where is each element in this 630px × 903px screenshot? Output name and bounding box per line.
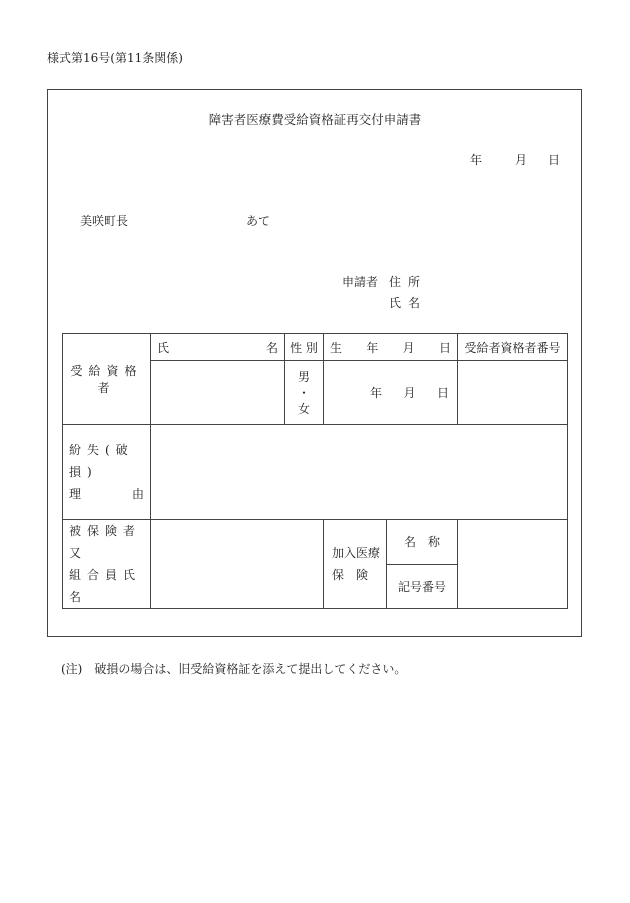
applicant-name-label: 氏名 (389, 296, 428, 310)
birth-month: 月 (403, 386, 416, 400)
reason-label-line1: 紛失(破損) (69, 443, 134, 479)
date-line (470, 154, 560, 166)
sex-male: 男 (297, 369, 310, 384)
date-month: 月 (515, 153, 528, 167)
insured-name-cell[interactable] (151, 520, 324, 609)
addressee-name: 美咲町長 (80, 214, 129, 228)
birth-header-month: 月 (402, 340, 415, 355)
addressee-suffix: あて (246, 214, 271, 228)
birth-header-year: 年 (366, 340, 379, 355)
name-column-header (151, 334, 285, 361)
insurance-label-line1: 加入医療 (332, 546, 381, 560)
insurance-label (324, 520, 387, 609)
insured-label-line2: 組合員氏名 (69, 568, 142, 604)
birthdate-column-header (324, 334, 458, 361)
date-year: 年 (470, 153, 483, 167)
date-day: 日 (548, 153, 561, 167)
birth-header-label: 生 (330, 340, 343, 355)
reason-label-ri: 理 (69, 487, 82, 501)
form-number-label: 様式第16号(第11条関係) (47, 51, 183, 65)
birth-day: 日 (436, 386, 449, 400)
name-header-left: 氏 (157, 340, 170, 355)
birthdate-cell[interactable] (324, 361, 458, 425)
insurer-code-label: 記号番号 (387, 564, 458, 609)
reason-label (63, 425, 151, 520)
document-title: 障害者医療費受給資格証再交付申請書 (208, 112, 422, 127)
sex-column-header: 性 別 (285, 334, 324, 361)
applicant-address-label: 住所 (389, 275, 428, 289)
insurance-label-line2: 保 険 (332, 568, 369, 582)
recipient-number-cell[interactable] (458, 361, 568, 425)
insured-name-label (63, 520, 151, 609)
insured-label-line1: 被保険者又 (69, 524, 142, 560)
birth-year: 年 (370, 386, 383, 400)
reason-cell[interactable] (151, 425, 568, 520)
sex-cell[interactable] (285, 361, 324, 425)
sex-separator: ・ (297, 385, 310, 400)
reason-label-yu: 由 (131, 487, 144, 501)
application-table (62, 333, 568, 609)
insurer-value-cell[interactable] (458, 520, 568, 609)
recipient-row-label: 受給資格者 (63, 334, 151, 425)
recipient-number-header: 受給者資格者番号 (458, 334, 568, 361)
birth-header-day: 日 (438, 340, 451, 355)
insurer-name-label: 名 称 (387, 520, 458, 565)
name-header-right: 名 (265, 340, 278, 355)
recipient-name-cell[interactable] (151, 361, 285, 425)
applicant-label: 申請者 (342, 275, 379, 289)
sex-female: 女 (297, 401, 310, 416)
footnote: (注) 破損の場合は、旧受給資格証を添えて提出してください。 (61, 662, 407, 676)
